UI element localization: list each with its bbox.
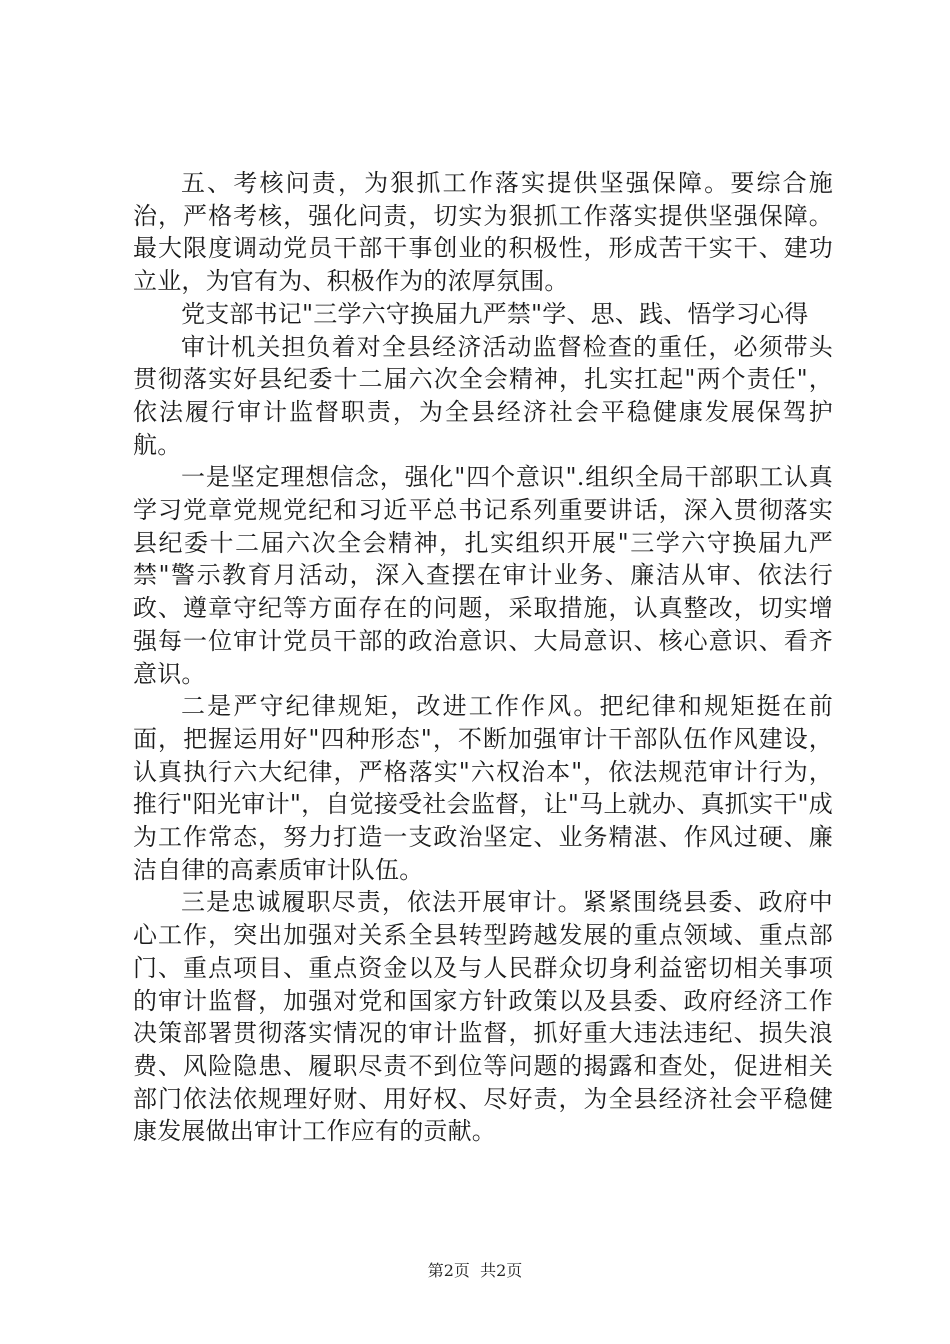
page-number: 第2页 共2页 xyxy=(427,1261,523,1280)
paragraph-heading-study-notes: 党支部书记"三学六守换届九严禁"学、思、践、悟学习心得 xyxy=(181,299,809,328)
page-footer xyxy=(0,1261,950,1281)
paragraph-assessment-accountability: 五、考核问责，为狠抓工作落实提供坚强保障。要综合施治，严格考核，强化问责，切实为狠抓工作落实提供坚强保障。最大限度调动党员干部干事创业的积极性，形成苦干实干、建功立业，为官有为、积极作为的浓厚氛围。 xyxy=(133,169,833,296)
paragraph-point-one: 一是坚定理想信念，强化"四个意识".组织全局干部职工认真学习党章党规党纪和习近平总书记系列重要讲话，深入贯彻落实县纪委十二届六次全会精神，扎实组织开展"三学六守换届九严禁"警示教育月活动，深入查摆在审计业务、廉洁从审、依法行政、遵章守纪等方面存在的问题，采取措施，认真整改，切实增强每一位审计党员干部的政治意识、大局意识、核心意识、看齐意识。 xyxy=(133,463,833,688)
paragraph-point-two: 二是严守纪律规矩，改进工作作风。把纪律和规矩挺在前面，把握运用好"四种形态"，不断加强审计干部队伍作风建设，认真执行六大纪律，严格落实"六权治本"，依法规范审计行为，推行"阳光审计"，自觉接受社会监督，让"马上就办、真抓实干"成为工作常态，努力打造一支政治坚定、业务精湛、作风过硬、廉洁自律的高素质审计队伍。 xyxy=(133,692,833,884)
paragraph-audit-responsibility: 审计机关担负着对全县经济活动监督检查的重任，必须带头贯彻落实好县纪委十二届六次全会精神，扎实扛起"两个责任"，依法履行审计监督职责，为全县经济社会平稳健康发展保驾护航。 xyxy=(133,332,833,459)
paragraph-point-three: 三是忠诚履职尽责，依法开展审计。紧紧围绕县委、政府中心工作，突出加强对关系全县转型跨越发展的重点领域、重点部门、重点项目、重点资金以及与人民群众切身利益密切相关事项的审计监督，加强对党和国家方针政策以及县委、政府经济工作决策部署贯彻落实情况的审计监督，抓好重大违法违纪、损失浪费、风险隐患、履职尽责不到位等问题的揭露和查处，促进相关部门依法依规理好财、用好权、尽好责，为全县经济社会平稳健康发展做出审计工作应有的贡献。 xyxy=(133,888,833,1146)
document-body xyxy=(133,167,833,1148)
